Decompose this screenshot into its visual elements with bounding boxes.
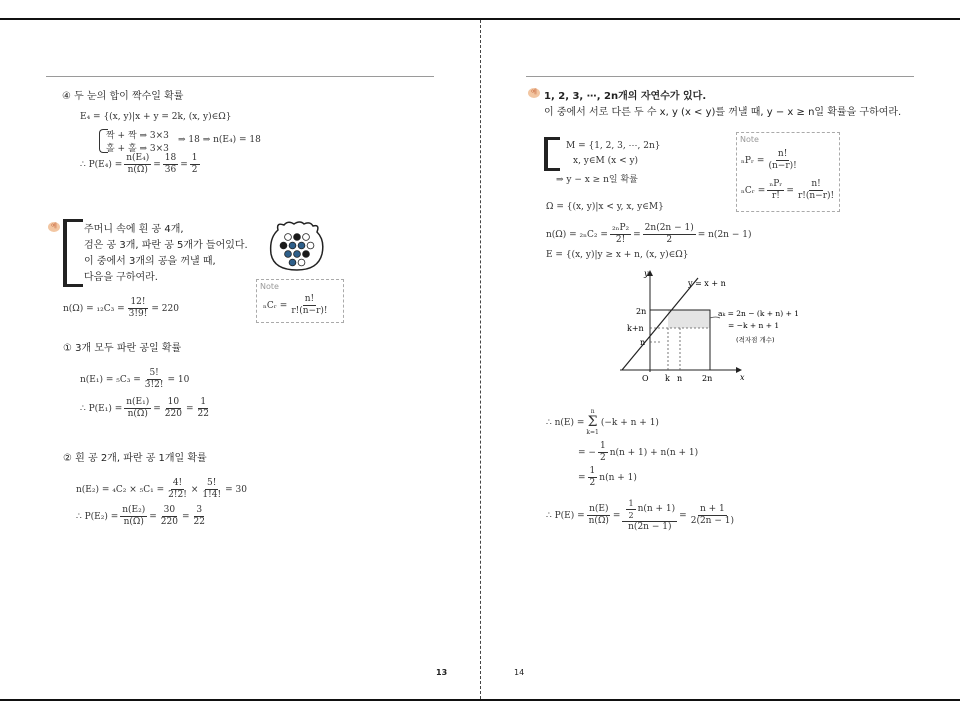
frac-den: 2 [589, 478, 596, 488]
n-omega-val: = 220 [151, 303, 179, 314]
frac-num: 5! [149, 368, 159, 378]
frac-num: ₂ₙP₂ [611, 223, 630, 233]
omega-set: Ω = {(x, y)|x < y, x, y∈M} [546, 202, 664, 212]
label-origin: O [642, 374, 649, 383]
p4-frac2 [163, 153, 178, 176]
frac-den: 2!2! [168, 490, 187, 500]
right-problem-line1: 1, 2, 3, ⋯, 2n개의 자연수가 있다. [544, 91, 707, 102]
note-c-lhs: ₙCᵣ = [741, 185, 766, 196]
left-note-box [256, 279, 344, 323]
p4-equation: ∴ P(E₄) = $\frac{\text{n(E₄)}}{n(\Omega)}$ = $\frac{18}{36}$ = $\frac{1}{2}$ [80, 153, 198, 175]
frac-den: 2(2n − 1) [690, 516, 734, 526]
note-label: Note [260, 282, 279, 291]
ne2-val: = 30 [225, 484, 247, 495]
p2-lhs: ∴ P(E₂) = [76, 511, 119, 522]
note-lhs: ₙCᵣ = [263, 300, 288, 311]
pe-frac3 [689, 504, 736, 527]
sigma-bottom: k=1 [586, 429, 599, 436]
example-badge: 예 [48, 222, 60, 232]
frac-num: n(E₁) [126, 397, 150, 407]
frac-den: n(Ω) [588, 516, 609, 526]
p2-frac3 [192, 505, 207, 528]
frac-num: 1 [200, 397, 207, 407]
frac-den: 3!2! [144, 380, 164, 390]
frac-num: ₙPᵣ [769, 179, 783, 189]
ne-sum-equation [546, 408, 659, 437]
bottom-border [0, 699, 960, 701]
problem-line2: 검은 공 3개, 파란 공 5개가 들어있다. [84, 240, 248, 251]
note-p-frac [766, 149, 798, 172]
line-label: y = x + n [688, 279, 726, 288]
label-n-y: n [640, 338, 646, 347]
frac-den: 220 [160, 517, 178, 527]
label-n-x: n [677, 374, 683, 383]
problem-line3: 이 중에서 3개의 공을 꺼낼 때, [84, 256, 216, 267]
case-result: ⇒ 18 ⇒ n(E₄) = 18 [178, 135, 261, 145]
ball [294, 251, 301, 258]
note-formula [263, 294, 332, 317]
frac-num: n! [777, 149, 788, 159]
ne-line2-post: n(n + 1) + n(n + 1) [609, 447, 699, 458]
label-2n-y: 2n [636, 307, 647, 316]
frac-den: 2 [628, 511, 634, 520]
ne1-frac [143, 368, 166, 391]
left-page-number: 13 [436, 668, 448, 677]
p1-frac2 [163, 397, 184, 420]
ball [303, 251, 310, 258]
item4-title: ④ 두 눈의 합이 짝수일 확률 [62, 91, 184, 102]
n-omega-lhs: n(Ω) = ₁₂C₃ = [63, 303, 125, 314]
pe-frac1 [587, 504, 611, 527]
note-perm-formula [741, 149, 801, 172]
cond3: ⇒ y − x ≥ n일 확률 [556, 175, 638, 185]
page-divider [480, 20, 481, 699]
frac-den: r! [771, 191, 780, 201]
ne-line3 [578, 466, 637, 489]
frac-num: 12! [130, 297, 146, 307]
note-label-right: Note [740, 135, 759, 144]
ne1-val: = 10 [167, 374, 190, 385]
example-badge-right: 예 [528, 88, 540, 98]
ball [285, 234, 292, 241]
ne2-lhs: n(E₂) = ₄C₂ × ₅C₁ = [76, 484, 165, 495]
ne-line2-frac [598, 441, 608, 464]
ball [298, 242, 305, 249]
frac-den: (n−r)! [768, 161, 797, 171]
note-c-frac2 [796, 179, 836, 202]
frac-den: n(Ω) [127, 409, 148, 419]
label-kn: k+n [627, 324, 644, 333]
ne-line2 [578, 441, 698, 464]
bag-illustration [268, 220, 326, 272]
ne-line3-frac [588, 466, 598, 489]
ne-sum-term: (−k + n + 1) [600, 417, 659, 428]
note-frac [289, 294, 329, 317]
ak-line1: aₖ = 2n − (k + n) + 1 [718, 309, 800, 318]
rn-omega-val: = n(2n − 1) [697, 229, 752, 240]
frac-num: 1 [628, 499, 634, 508]
frac-den: 36 [164, 165, 177, 175]
n-omega-equation [63, 297, 179, 320]
right-n-omega: n(Ω) = ₂ₙC₂ = $\frac{\text{₂ₙP₂}}{2!}$ = $\frac{2n(2n - 1)}{2}$ = n(2n − 1) [546, 223, 752, 245]
right-header-rule [526, 76, 914, 77]
y-axis-label: y [644, 269, 649, 278]
p4-frac3 [190, 153, 200, 176]
cond1: M = {1, 2, 3, ⋯, 2n} [566, 141, 661, 151]
p4-frac1 [124, 153, 151, 176]
frac-num: 1 [599, 441, 606, 451]
frac-den: 2! [615, 235, 626, 245]
p1-equation: ∴ P(E₁) = $\frac{\text{n(E₁)}}{n(\Omega)}$ = $\frac{10}{220}$ = $\frac{1}{22}$ [80, 397, 209, 419]
problem-text [84, 222, 248, 286]
frac-den: n(Ω) [127, 165, 148, 175]
cond2: x, y∈M (x < y) [573, 156, 639, 166]
frac-num: 1 [191, 153, 198, 163]
ball [307, 242, 314, 249]
pe-lhs: ∴ P(E) = [546, 510, 585, 521]
pe-frac2-num [622, 498, 677, 522]
ball [303, 234, 310, 241]
frac-den: 1!4! [202, 490, 222, 500]
pe-equation: ∴ P(E) = $\frac{n(E)}{n(\Omega)}$ = $\frac{1}{2}$ n(n + 1) n(2n − 1) = $\frac{n + 1}{2(2n - 1)}$ [546, 499, 734, 532]
frac-num: 18 [164, 153, 177, 163]
p1-lhs: ∴ P(E₁) = [80, 403, 123, 414]
ball [289, 242, 296, 249]
case-even: 짝 + 짝 ⇒ 3×3 [106, 131, 169, 141]
frac-num: 3 [196, 505, 203, 515]
right-problem-line2: 이 중에서 서로 다른 두 수 x, y (x < y)를 꺼낼 때, y − x ≥ n일 확률을 구하여라. [544, 107, 902, 118]
ne-line3-post: n(n + 1) [599, 472, 637, 483]
p2-frac1 [120, 505, 147, 528]
frac-den: 2 [599, 453, 606, 463]
frac-den: r!(n−r)! [291, 306, 328, 316]
ball [289, 259, 296, 266]
note-p-lhs: ₙPᵣ = [741, 155, 765, 166]
bag-outline [271, 222, 323, 270]
rn-omega-frac1 [610, 223, 631, 246]
label-k: k [665, 374, 670, 383]
right-bracket [544, 137, 560, 171]
note-c-frac1 [767, 179, 784, 202]
pe-f2-num-rest: n(n + 1) [637, 504, 676, 514]
ne1-equation [80, 368, 189, 391]
e-set: E = {(x, y)|y ≥ x + n, (x, y)∈Ω} [546, 250, 689, 260]
frac-num: 2n(2n − 1) [644, 223, 694, 233]
frac-den: n(Ω) [123, 517, 144, 527]
frac-den: 22 [193, 517, 205, 527]
ball [285, 251, 292, 258]
p1-frac1 [124, 397, 151, 420]
ne-line3-pre: = [578, 472, 586, 483]
p1-frac3 [196, 397, 211, 420]
frac-den: 2 [666, 235, 673, 245]
frac-den: r!(n−r)! [797, 191, 835, 201]
frac-num: 1 [589, 466, 596, 476]
frac-den: n(2n − 1) [628, 522, 672, 532]
frac-num: 30 [163, 505, 176, 515]
frac-num: 4! [172, 478, 183, 488]
note-comb-formula: ₙCᵣ = $\frac{\text{ₙPᵣ}}{r!}$ = $\frac{n!}{r!(n-r)!}$ [741, 179, 835, 201]
frac-num: n! [304, 294, 315, 304]
frac-num: n(E₂) [122, 505, 146, 515]
problem-line4: 다음을 구하여라. [84, 272, 158, 283]
problem-bracket [63, 219, 83, 287]
ne1-lhs: n(E₁) = ₅C₃ = [80, 374, 141, 385]
ak-note: (격자점 개수) [736, 336, 775, 344]
sigma-block [586, 408, 598, 437]
frac-num: n + 1 [699, 504, 725, 514]
n-omega-frac [127, 297, 150, 320]
frac-den: 2 [191, 165, 198, 175]
sigma-icon: Σ [587, 414, 598, 430]
frac-num: n(E₄) [126, 153, 150, 163]
frac-num: n(E) [589, 504, 609, 514]
e4-set: E₄ = {(x, y)|x + y = 2k, (x, y)∈Ω} [80, 112, 232, 122]
frac-num: 10 [167, 397, 180, 407]
left-header-rule [46, 76, 434, 77]
ne2-frac1 [166, 478, 189, 501]
frac-num: 5! [207, 478, 217, 488]
label-2n-x: 2n [702, 374, 713, 383]
pe-frac2 [622, 498, 677, 533]
right-note-box [736, 132, 840, 212]
x-axis-label: x [740, 373, 745, 382]
p2-equation: ∴ P(E₂) = $\frac{\text{n(E₂)}}{n(\Omega)}$ = $\frac{30}{220}$ = $\frac{3}{22}$ [76, 505, 205, 527]
rn-omega-lhs: n(Ω) = ₂ₙC₂ = [546, 229, 608, 240]
ne2-frac2 [200, 478, 223, 501]
sigma-top: n [590, 408, 595, 415]
p2-frac2 [159, 505, 180, 528]
lattice-graph [600, 266, 820, 386]
frac-den: 220 [164, 409, 182, 419]
p4-lhs: ∴ P(E₄) = [80, 159, 123, 170]
item1-title: ① 3개 모두 파란 공일 확률 [63, 343, 182, 354]
ne-lhs: ∴ n(E) = [546, 417, 585, 428]
frac-den: 22 [197, 409, 209, 419]
ball [280, 242, 287, 249]
problem-line1: 주머니 속에 흰 공 4개, [84, 224, 184, 235]
frac-num: n! [811, 179, 821, 189]
frac-den: 3!9! [128, 309, 148, 319]
shaded-region [668, 310, 710, 328]
right-page-number: 14 [514, 668, 525, 677]
ball [294, 234, 301, 241]
ne2-equation: n(E₂) = ₄C₂ × ₅C₁ = $\frac{4!}{2!2!}$ × $\frac{5!}{1!4!}$ = 30 [76, 478, 247, 500]
item2-title: ② 흰 공 2개, 파란 공 1개일 확률 [63, 453, 207, 464]
ak-line2: = −k + n + 1 [728, 321, 780, 330]
case-odd: 홀 + 홀 ⇒ 3×3 [106, 144, 169, 154]
ne-line2-pre: = − [578, 447, 596, 458]
pe-inner-frac [626, 498, 635, 521]
rn-omega-frac2 [643, 223, 696, 246]
ball [298, 259, 305, 266]
